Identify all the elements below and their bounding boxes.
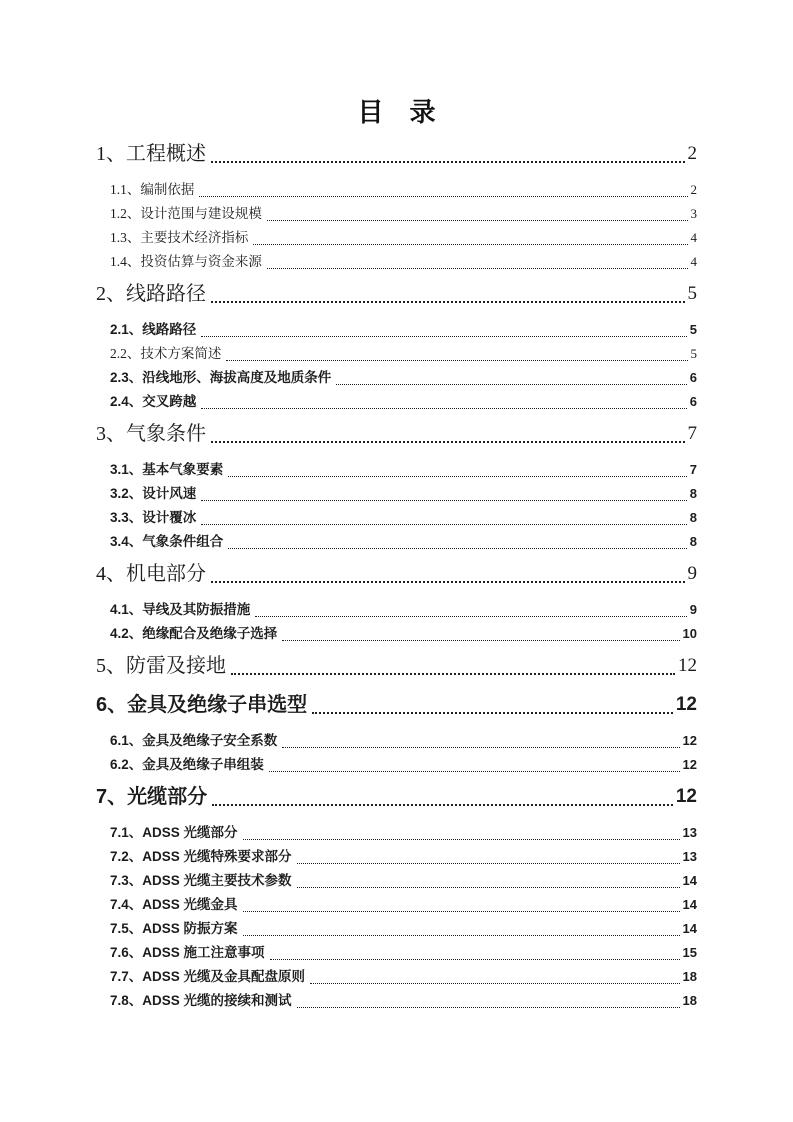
toc-entry[interactable] [96, 782, 697, 812]
toc-entry-label: 1.1、编制依据 [110, 182, 195, 197]
dot-leader [211, 581, 685, 583]
dot-leader [211, 301, 685, 303]
toc-entry-label: 7.2、ADSS 光缆特殊要求部分 [110, 849, 292, 864]
toc-entry-page: 4 [690, 254, 697, 269]
toc-entry[interactable] [96, 821, 697, 845]
toc-list [96, 139, 697, 1013]
toc-entry-label: 7.4、ADSS 光缆金具 [110, 897, 238, 912]
toc-entry-page: 3 [690, 206, 697, 221]
toc-entry-page: 6 [689, 370, 697, 385]
toc-entry[interactable] [96, 893, 697, 917]
toc-entry-label: 7.3、ADSS 光缆主要技术参数 [110, 873, 292, 888]
toc-entry-page: 2 [687, 143, 697, 164]
toc-entry-page: 6 [689, 394, 697, 409]
toc-entry[interactable] [96, 530, 697, 554]
toc-entry-page: 12 [678, 655, 697, 676]
toc-entry-label: 5、防雷及接地 [96, 655, 226, 677]
toc-entry[interactable] [96, 482, 697, 506]
toc-entry-page: 18 [682, 993, 697, 1008]
toc-entry-label: 7.8、ADSS 光缆的接续和测试 [110, 993, 292, 1008]
toc-entry-page: 8 [689, 510, 697, 525]
toc-entry[interactable] [96, 506, 697, 530]
toc-entry[interactable] [96, 342, 697, 366]
toc-entry-page: 5 [687, 283, 697, 304]
toc-entry[interactable] [96, 941, 697, 965]
toc-entry-page: 10 [682, 626, 697, 641]
dot-leader [201, 408, 686, 409]
toc-entry[interactable] [96, 250, 697, 274]
dot-leader [201, 524, 686, 525]
dot-leader [201, 336, 686, 337]
toc-entry-page: 5 [689, 322, 697, 337]
dot-leader [243, 911, 680, 912]
toc-entry[interactable] [96, 651, 697, 681]
dot-leader [243, 935, 680, 936]
dot-leader [255, 616, 686, 617]
dot-leader [211, 441, 685, 443]
toc-entry[interactable] [96, 226, 697, 250]
dot-leader [243, 839, 680, 840]
dot-leader [228, 548, 686, 549]
toc-entry-label: 4、机电部分 [96, 563, 206, 585]
toc-entry-label: 6.2、金具及绝缘子串组装 [110, 757, 264, 772]
toc-entry-page: 12 [682, 733, 697, 748]
dot-leader [310, 983, 680, 984]
toc-entry-page: 12 [682, 757, 697, 772]
toc-entry-label: 6.1、金具及绝缘子安全系数 [110, 733, 278, 748]
dot-leader [282, 747, 679, 748]
toc-entry[interactable] [96, 419, 697, 449]
toc-entry[interactable] [96, 989, 697, 1013]
toc-entry-label: 2.3、沿线地形、海拔高度及地质条件 [110, 370, 332, 385]
toc-entry-label: 4.2、绝缘配合及绝缘子选择 [110, 626, 278, 641]
dot-leader [282, 640, 679, 641]
dot-leader [231, 673, 675, 675]
toc-entry[interactable] [96, 390, 697, 414]
toc-entry[interactable] [96, 559, 697, 589]
toc-entry-label: 2、线路路径 [96, 283, 206, 305]
toc-entry[interactable] [96, 598, 697, 622]
toc-entry-label: 3.3、设计覆冰 [110, 510, 197, 525]
toc-entry-page: 9 [687, 563, 697, 584]
toc-entry-label: 3.2、设计风速 [110, 486, 197, 501]
toc-entry-page: 14 [682, 921, 697, 936]
toc-entry-label: 3.1、基本气象要素 [110, 462, 224, 477]
toc-entry[interactable] [96, 202, 697, 226]
toc-entry-label: 2.4、交叉跨越 [110, 394, 197, 409]
toc-entry[interactable] [96, 753, 697, 777]
toc-entry[interactable] [96, 917, 697, 941]
dot-leader [297, 887, 680, 888]
toc-entry-label: 1、工程概述 [96, 143, 206, 165]
toc-entry-page: 7 [687, 423, 697, 444]
toc-entry-page: 4 [690, 230, 697, 245]
toc-entry-page: 12 [675, 786, 697, 807]
toc-entry-label: 3、气象条件 [96, 423, 206, 445]
toc-entry-page: 8 [689, 486, 697, 501]
dot-leader [267, 268, 688, 269]
toc-entry-page: 15 [682, 945, 697, 960]
toc-entry[interactable] [96, 965, 697, 989]
toc-entry-page: 14 [682, 873, 697, 888]
toc-entry-label: 7.6、ADSS 施工注意事项 [110, 945, 265, 960]
dot-leader [228, 476, 686, 477]
toc-entry-label: 4.1、导线及其防振措施 [110, 602, 251, 617]
dot-leader [201, 500, 686, 501]
page-title: 目 录 [357, 98, 436, 127]
dot-leader [211, 161, 685, 163]
toc-entry[interactable] [96, 366, 697, 390]
toc-entry-label: 1.2、设计范围与建设规模 [110, 206, 262, 221]
dot-leader [269, 771, 680, 772]
toc-entry-label: 1.4、投资估算与资金来源 [110, 254, 262, 269]
dot-leader [226, 360, 687, 361]
toc-entry-label: 7.7、ADSS 光缆及金具配盘原则 [110, 969, 306, 984]
toc-entry-label: 2.2、技术方案简述 [110, 346, 222, 361]
toc-entry[interactable] [96, 139, 697, 169]
toc-entry-label: 3.4、气象条件组合 [110, 534, 224, 549]
toc-entry-page: 5 [690, 346, 697, 361]
dot-leader [297, 863, 680, 864]
toc-entry-label: 7.5、ADSS 防振方案 [110, 921, 238, 936]
toc-entry-page: 12 [675, 694, 697, 715]
dot-leader [212, 804, 673, 806]
dot-leader [253, 244, 687, 245]
toc-entry[interactable] [96, 458, 697, 482]
toc-entry-page: 8 [689, 534, 697, 549]
dot-leader [267, 220, 688, 221]
toc-entry-page: 18 [682, 969, 697, 984]
toc-entry-label: 7.1、ADSS 光缆部分 [110, 825, 238, 840]
toc-entry-label: 1.3、主要技术经济指标 [110, 230, 249, 245]
toc-entry-page: 13 [682, 825, 697, 840]
toc-entry[interactable] [96, 690, 697, 720]
dot-leader [336, 384, 686, 385]
toc-entry[interactable] [96, 622, 697, 646]
toc-entry[interactable] [96, 178, 697, 202]
toc-entry-label: 6、金具及绝缘子串选型 [96, 694, 308, 716]
toc-entry[interactable] [96, 869, 697, 893]
dot-leader [312, 712, 673, 714]
toc-entry-page: 14 [682, 897, 697, 912]
toc-entry-page: 9 [689, 602, 697, 617]
toc-entry[interactable] [96, 845, 697, 869]
toc-entry-page: 7 [689, 462, 697, 477]
toc-entry[interactable] [96, 279, 697, 309]
toc-entry[interactable] [96, 729, 697, 753]
dot-leader [199, 196, 687, 197]
dot-leader [297, 1007, 680, 1008]
toc-entry-page: 13 [682, 849, 697, 864]
toc-entry-page: 2 [690, 182, 697, 197]
toc-entry[interactable] [96, 318, 697, 342]
toc-entry-label: 7、光缆部分 [96, 786, 208, 808]
toc-entry-label: 2.1、线路路径 [110, 322, 197, 337]
dot-leader [270, 959, 680, 960]
